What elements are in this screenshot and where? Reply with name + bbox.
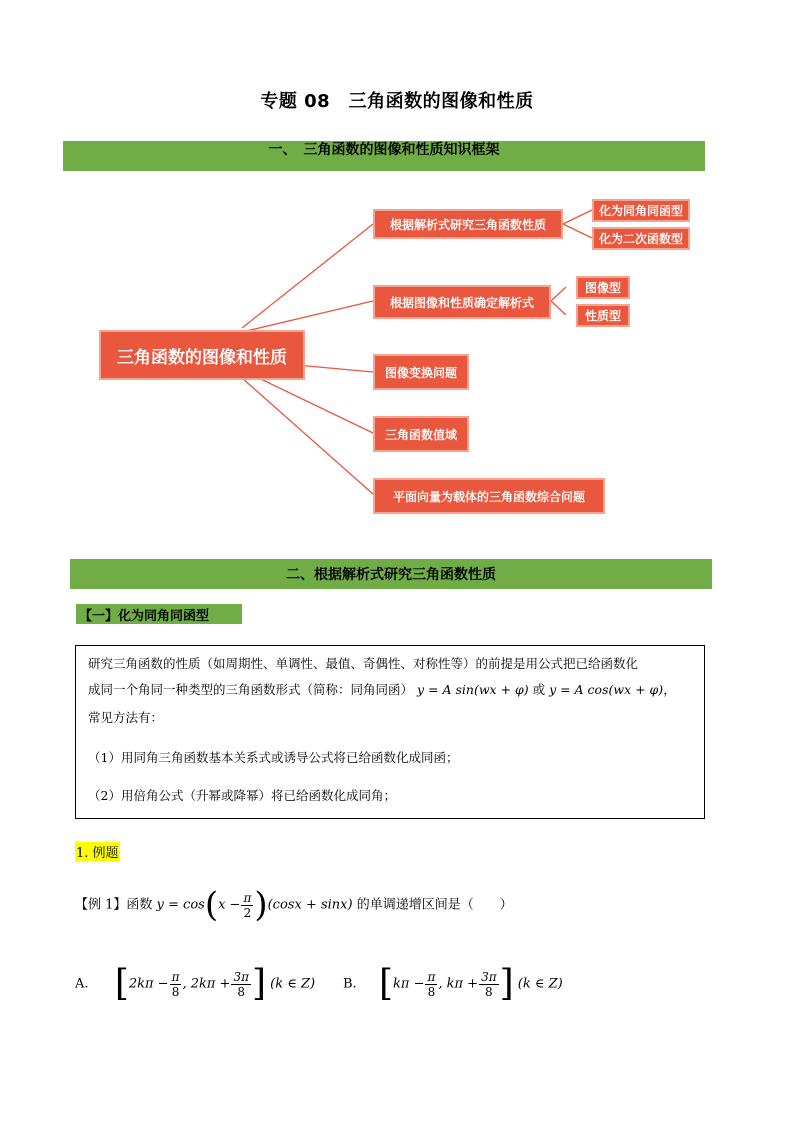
paren-close: ) bbox=[254, 885, 268, 925]
section-header-framework bbox=[63, 141, 705, 171]
option-a-term-2: , 2kπ + bbox=[182, 976, 231, 992]
fraction-denominator: 2 bbox=[243, 905, 252, 920]
paren-open: ( bbox=[204, 885, 219, 925]
mindmap-branch-4: 三角函数值域 bbox=[373, 416, 469, 452]
example-tag: 1. 例题 bbox=[75, 842, 120, 861]
option-a-fraction-1 bbox=[170, 970, 182, 999]
connector-center-branch1 bbox=[242, 224, 373, 328]
connector-branch2-child1 bbox=[551, 287, 566, 301]
page-title: 专题 08 三角函数的图像和性质 bbox=[260, 91, 534, 112]
bracket-open: [ bbox=[378, 963, 394, 1004]
option-b-term-2: , kπ + bbox=[438, 976, 479, 992]
bracket-close: ] bbox=[499, 963, 514, 1004]
mindmap-branch-2-child-2: 性质型 bbox=[576, 304, 630, 327]
connector-branch1-child1 bbox=[563, 210, 592, 224]
fraction-numerator: 3π bbox=[481, 969, 497, 984]
example-1-prefix: 【例 1】函数 bbox=[75, 897, 153, 913]
fraction-denominator: 8 bbox=[427, 984, 436, 999]
fraction-denominator: 8 bbox=[171, 984, 180, 999]
method-box bbox=[75, 645, 705, 819]
example-1-fn-tail: (cosx + sinx) bbox=[267, 897, 353, 913]
mindmap-branch-3: 图像变换问题 bbox=[373, 354, 469, 390]
option-b-label: B. bbox=[343, 976, 357, 992]
mindmap-branch-1-child-2: 化为二次函数型 bbox=[592, 227, 690, 250]
fraction-numerator: π bbox=[427, 969, 436, 984]
mindmap-branch-1-child-1: 化为同角同函型 bbox=[592, 199, 690, 222]
example-1-fn-start: y = cos bbox=[156, 897, 205, 913]
example-1-fn-inner: x − bbox=[218, 897, 241, 913]
formula-sin: y = A sin(wx + φ) bbox=[417, 682, 529, 697]
fraction-pi-over-2 bbox=[241, 891, 253, 920]
option-a-label: A. bbox=[75, 976, 89, 992]
example-1-question bbox=[75, 885, 513, 925]
mindmap-center-node: 三角函数的图像和性质 bbox=[99, 330, 305, 380]
option-a-condition: (k ∈ Z) bbox=[270, 976, 316, 992]
option-b[interactable] bbox=[343, 963, 563, 1004]
formula-cos: y = A cos(wx + φ) bbox=[549, 682, 664, 697]
section-header-framework-text: 一、 三角函数的图像和性质知识框架 bbox=[268, 142, 500, 158]
method-line-5: （2）用倍角公式（升幂或降幂）将已给函数化成同角； bbox=[88, 788, 396, 803]
fraction-numerator: π bbox=[243, 890, 252, 905]
fraction-denominator: 8 bbox=[485, 984, 493, 999]
mindmap-branch-2: 根据图像和性质确定解析式 bbox=[373, 285, 551, 319]
option-a-term-1: 2kπ − bbox=[128, 976, 169, 992]
fraction-numerator: π bbox=[171, 969, 180, 984]
option-b-condition: (k ∈ Z) bbox=[517, 976, 563, 992]
method-line-4: （1）用同角三角函数基本关系式或诱导公式将已给函数化成同函； bbox=[88, 750, 459, 765]
fraction-denominator: 8 bbox=[237, 984, 246, 999]
connector-center-branch2 bbox=[242, 301, 373, 332]
option-a[interactable] bbox=[75, 963, 316, 1004]
method-line-3: 常见方法有： bbox=[88, 710, 164, 725]
bracket-close: ] bbox=[251, 963, 267, 1004]
fraction-numerator: 3π bbox=[233, 969, 249, 984]
option-b-fraction-1 bbox=[425, 970, 437, 999]
method-line-2 bbox=[88, 680, 676, 698]
subsection-tag: 【一】化为同角同函型 bbox=[76, 604, 242, 624]
method-line-2-or: 或 bbox=[528, 682, 550, 697]
connector-center-branch5 bbox=[242, 378, 373, 494]
connector-branch1-child2 bbox=[563, 224, 592, 238]
method-line-2-text: 成同一个角同一种类型的三角函数形式（简称：同角同函） bbox=[88, 682, 414, 697]
mindmap-branch-5: 平面向量为载体的三角函数综合问题 bbox=[373, 478, 605, 514]
bracket-open: [ bbox=[114, 963, 129, 1004]
example-1-suffix: 的单调递增区间是（ ） bbox=[356, 897, 513, 913]
mindmap-branch-2-child-1: 图像型 bbox=[576, 276, 630, 299]
connector-branch2-child2 bbox=[551, 301, 566, 315]
section-header-analysis-text: 二、根据解析式研究三角函数性质 bbox=[286, 567, 496, 583]
method-line-1: 研究三角函数的性质（如周期性、单调性、最值、奇偶性、对称性等）的前提是用公式把已给函数化 bbox=[88, 656, 639, 671]
option-a-fraction-2 bbox=[231, 970, 251, 999]
method-line-2-end: ， bbox=[663, 682, 676, 697]
option-b-term-1: kπ − bbox=[393, 976, 425, 992]
section-header-analysis bbox=[70, 559, 712, 589]
option-b-fraction-2 bbox=[479, 970, 499, 999]
mindmap-branch-1: 根据解析式研究三角函数性质 bbox=[373, 209, 563, 239]
